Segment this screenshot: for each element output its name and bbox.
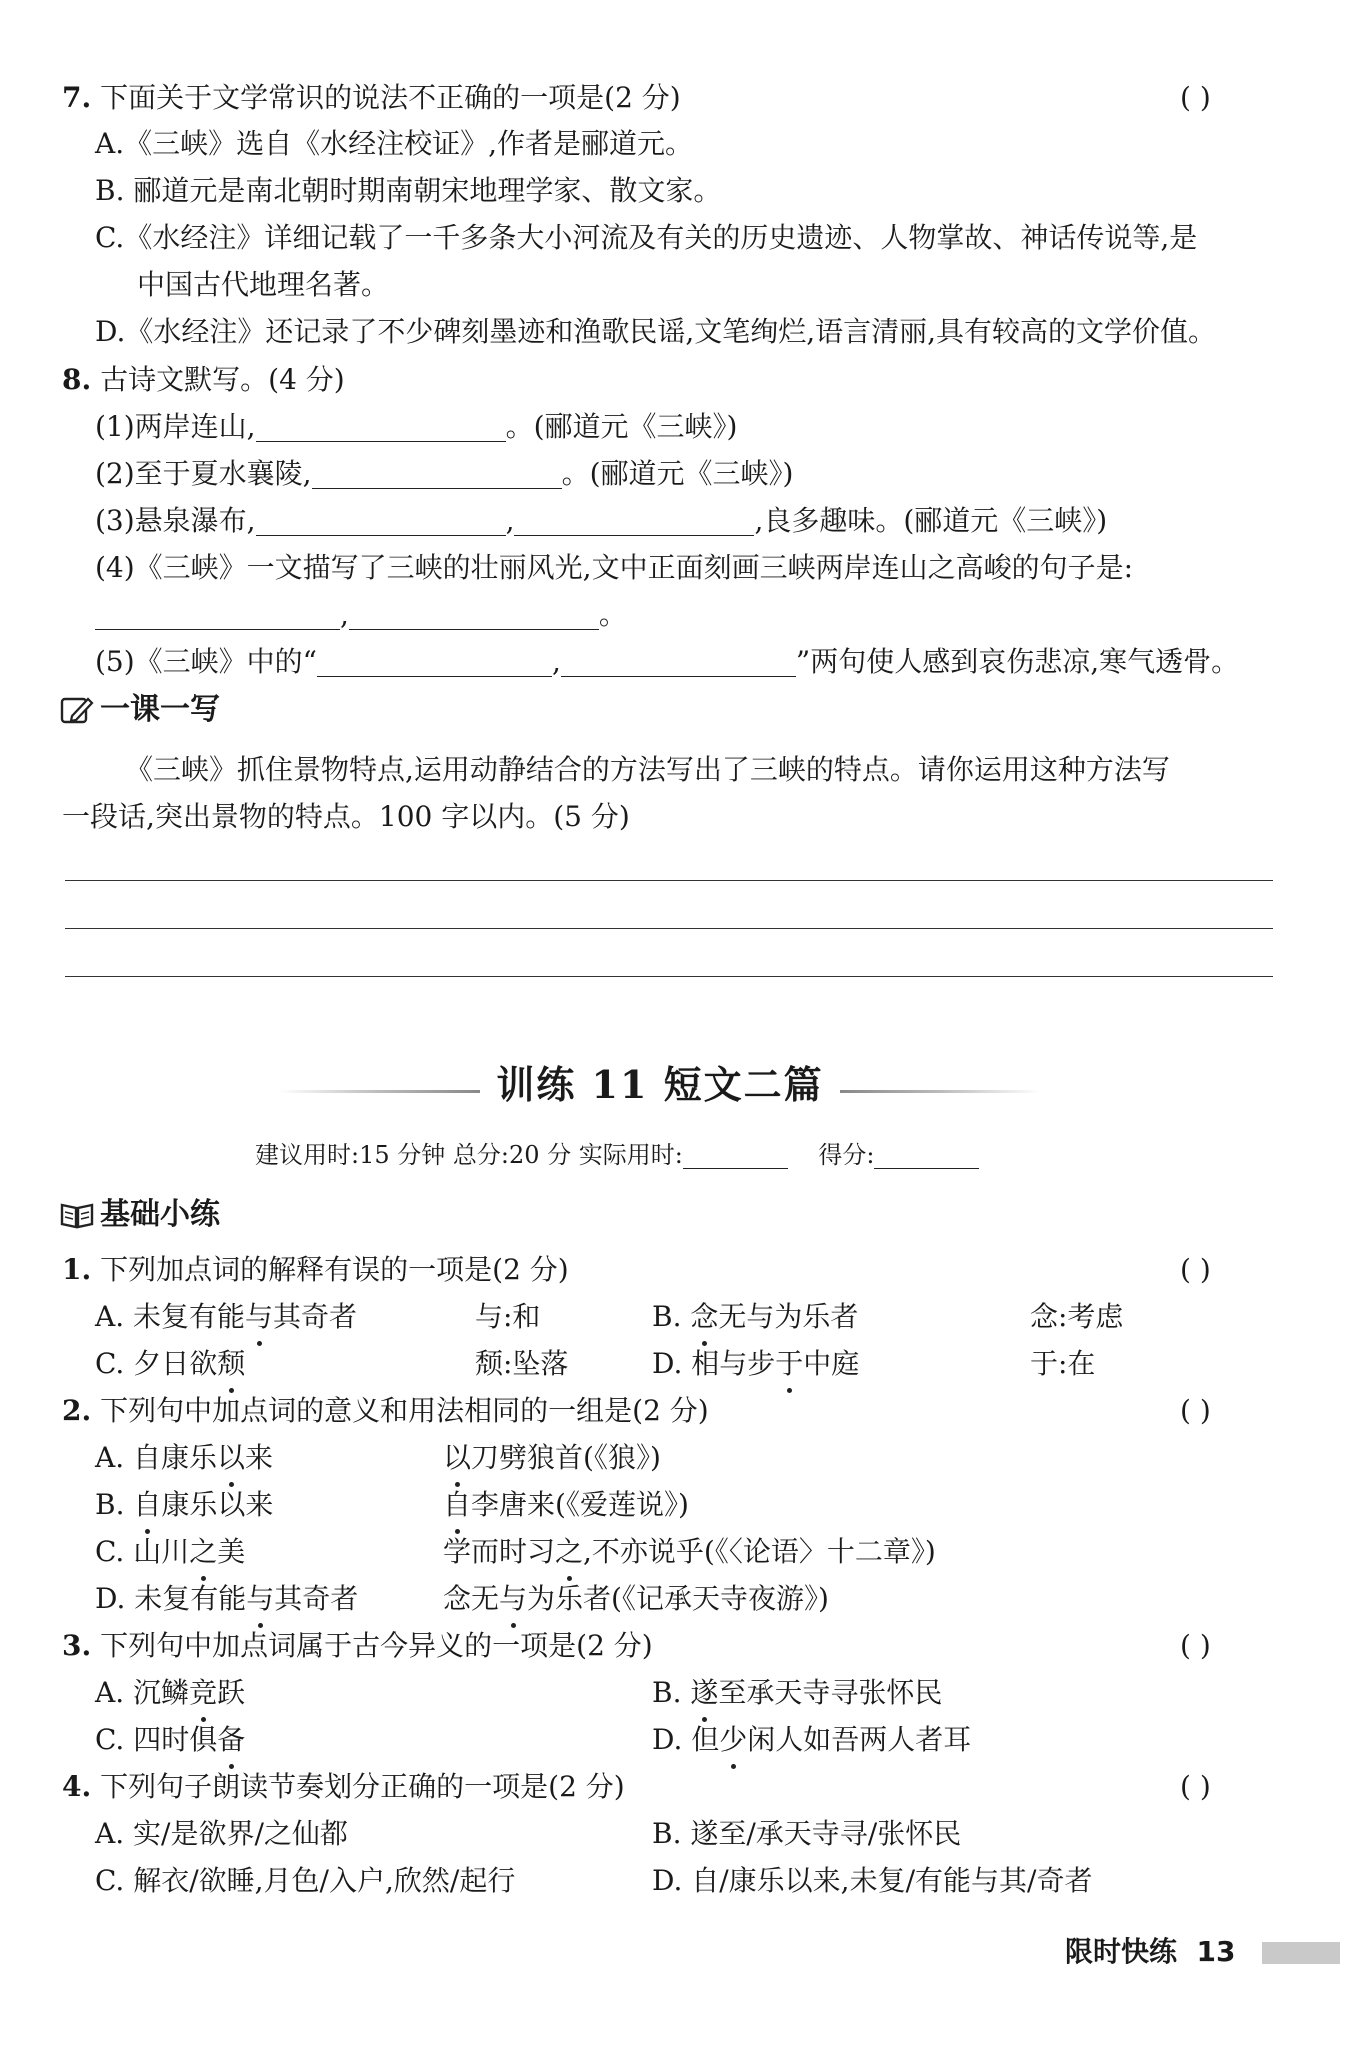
lesson-meta <box>255 1135 979 1175</box>
dotted-word: 少 <box>719 1720 747 1760</box>
b2-option-a-pair <box>443 1438 661 1478</box>
b2-option-c <box>95 1532 245 1572</box>
text-segment: 古诗文默写。(4 分) <box>100 363 345 396</box>
footer-label: 限时快练 <box>1065 1935 1178 1968</box>
b4-option-d: D. 自/康乐以来,未复/有能与其/奇者 <box>652 1864 1093 1897</box>
text-segment: 李唐来(《爱莲说》) <box>471 1488 689 1521</box>
text-segment: , <box>551 645 561 678</box>
text-segment: D. 但 <box>652 1723 720 1756</box>
answer-blank[interactable] <box>256 411 506 442</box>
text-segment: C. 四时俱 <box>95 1723 218 1756</box>
dotted-word: 之 <box>189 1532 217 1572</box>
text-segment: 中庭 <box>803 1347 860 1380</box>
text-segment: 。(郦道元《三峡》) <box>505 410 738 443</box>
text-segment: B. <box>95 1488 134 1521</box>
b2-option-d-pair <box>443 1579 829 1619</box>
b4-answer-paren[interactable]: ( ) <box>1180 1770 1211 1803</box>
text-segment: 下列句中加点词属于古今异义的一项是(2 分) <box>100 1629 653 1662</box>
text-segment: 其奇者 <box>273 1300 358 1333</box>
lesson-title-block <box>270 1050 1050 1110</box>
b2-stem <box>62 1391 709 1431</box>
text-segment: 其奇者 <box>274 1582 359 1615</box>
text-segment: 下列句子朗读节奏划分正确的一项是(2 分) <box>100 1770 625 1803</box>
b2-option-a <box>95 1438 273 1478</box>
q7-option-d: D.《水经注》还记录了不少碑刻墨迹和渔歌民谣,文笔绚烂,语言清丽,具有较高的文学价值。 <box>95 315 1217 348</box>
text-segment: C. 夕日欲 <box>95 1347 218 1380</box>
answer-blank[interactable] <box>514 505 754 536</box>
b2-answer-paren[interactable]: ( ) <box>1180 1394 1211 1427</box>
q8-number: 8. <box>62 363 92 396</box>
b1-option-b <box>652 1297 858 1337</box>
text-segment: ,不亦说乎(《〈论语〉十二章》) <box>583 1535 936 1568</box>
text-segment: 为乐者(《记承天寺夜游》) <box>527 1582 829 1615</box>
q7-stem <box>62 78 681 118</box>
q8-item-2 <box>95 454 793 494</box>
writing-section-heading <box>60 690 220 730</box>
b1-option-a-explanation: 与:和 <box>475 1300 541 1333</box>
text-segment: 。 <box>598 598 627 631</box>
text-segment: ,良多趣味。(郦道元《三峡》) <box>754 504 1108 537</box>
b3-option-c <box>95 1720 245 1760</box>
text-segment: (5)《三峡》中的“ <box>95 645 317 678</box>
text-segment: B. <box>652 1676 691 1709</box>
text-segment: 下列加点词的解释有误的一项是(2 分) <box>100 1253 569 1286</box>
text-segment: 无与为乐者 <box>718 1300 859 1333</box>
text-segment: 美 <box>217 1535 246 1568</box>
dotted-word: 于 <box>775 1344 803 1384</box>
b1-stem <box>62 1250 569 1290</box>
b3-option-a <box>95 1673 245 1713</box>
text-segment: 念无 <box>443 1582 500 1615</box>
page-number: 13 <box>1196 1935 1236 1968</box>
text-segment: D. 相与步 <box>652 1347 776 1380</box>
b4-option-b: B. 遂至/承天寺寻/张怀民 <box>652 1817 962 1850</box>
text-segment: B. <box>652 1300 691 1333</box>
lesson-title: 训练 11 短文二篇 <box>496 1062 824 1107</box>
dotted-word: 以 <box>443 1438 471 1478</box>
text-segment: 建议用时:15 分钟 总分:20 分 实际用时: <box>255 1141 683 1169</box>
b2-option-b-pair <box>443 1485 689 1525</box>
text-segment: 闲人如吾两人者耳 <box>747 1723 972 1756</box>
actual-time-blank[interactable] <box>683 1142 788 1169</box>
answer-blank[interactable] <box>561 646 796 677</box>
b1-option-d-explanation: 于:在 <box>1030 1347 1096 1380</box>
b2-option-b <box>95 1485 273 1525</box>
text-segment: , <box>340 598 349 631</box>
answer-blank[interactable] <box>317 646 552 677</box>
answer-blank[interactable] <box>312 458 562 489</box>
b1-option-d <box>652 1344 859 1384</box>
answer-blank[interactable] <box>349 599 599 630</box>
writing-prompt-line-2: 一段话,突出景物的特点。100 字以内。(5 分) <box>62 800 630 833</box>
b3-answer-paren[interactable]: ( ) <box>1180 1629 1211 1662</box>
b3-number: 3. <box>62 1629 92 1662</box>
text-segment: A. 自康乐 <box>95 1441 218 1474</box>
text-segment: 一课一写 <box>100 692 220 727</box>
page-footer <box>1065 1932 1235 1972</box>
b2-number: 2. <box>62 1394 92 1427</box>
text-segment: 基础小练 <box>100 1197 220 1232</box>
b4-number: 4. <box>62 1770 92 1803</box>
text-segment: 来 <box>245 1441 274 1474</box>
dotted-word: 以 <box>217 1438 245 1478</box>
text-segment: ”两句使人感到哀伤悲凉,寒气透骨。 <box>795 645 1240 678</box>
writing-line[interactable] <box>65 928 1273 929</box>
text-segment: 至承天寺寻张怀民 <box>718 1676 943 1709</box>
dotted-word: 与 <box>499 1579 527 1619</box>
q7-option-a: A.《三峡》选自《水经注校证》,作者是郦道元。 <box>95 127 694 160</box>
dotted-word: 颓 <box>217 1344 245 1384</box>
text-segment: 刀劈狼首(《狼》) <box>471 1441 661 1474</box>
b1-answer-paren[interactable]: ( ) <box>1180 1253 1211 1286</box>
text-segment: C. 山川 <box>95 1535 190 1568</box>
q7-answer-paren[interactable]: ( ) <box>1180 81 1211 114</box>
q8-item-1 <box>95 407 737 447</box>
b3-stem <box>62 1626 653 1666</box>
b1-option-b-explanation: 念:考虑 <box>1030 1300 1124 1333</box>
b1-number: 1. <box>62 1253 92 1286</box>
dotted-word: 遂 <box>690 1673 718 1713</box>
dotted-word: 之 <box>555 1532 583 1572</box>
answer-blank[interactable] <box>256 505 506 536</box>
dotted-word: 备 <box>217 1720 245 1760</box>
text-segment: 得分: <box>818 1141 875 1169</box>
score-blank[interactable] <box>874 1142 979 1169</box>
writing-prompt-line-1: 《三峡》抓住景物特点,运用动静结合的方法写出了三峡的特点。请你运用这种方法写 <box>125 753 1170 786</box>
dotted-word: 自 <box>443 1485 471 1525</box>
text-segment: (1)两岸连山, <box>95 410 256 443</box>
footer-bar <box>1262 1942 1340 1964</box>
text-segment: , <box>505 504 515 537</box>
dotted-word: 与 <box>246 1579 274 1619</box>
b2-option-c-pair <box>443 1532 936 1572</box>
basic-section-heading <box>60 1195 220 1235</box>
dotted-word: 念 <box>690 1297 718 1337</box>
q8-stem <box>62 360 345 400</box>
q7-option-c: C.《水经注》详细记载了一千多条大小河流及有关的历史遗迹、人物掌故、神话传说等,是 <box>95 221 1198 254</box>
b1-option-c <box>95 1344 245 1384</box>
text-segment: 学而时习 <box>443 1535 556 1568</box>
dotted-word: 自 <box>133 1485 161 1525</box>
q8-item-4: (4)《三峡》一文描写了三峡的壮丽风光,文中正面刻画三峡两岸连山之高峻的句子是: <box>95 551 1134 584</box>
dotted-word: 竞 <box>189 1673 217 1713</box>
dotted-word: 与 <box>245 1297 273 1337</box>
text-segment: 下面关于文学常识的说法不正确的一项是(2 分) <box>100 81 681 114</box>
text-segment: 下列句中加点词的意义和用法相同的一组是(2 分) <box>100 1394 709 1427</box>
answer-blank[interactable] <box>95 599 340 630</box>
text-segment: 跃 <box>217 1676 246 1709</box>
q8-item-4-answers <box>95 595 627 635</box>
q8-item-5 <box>95 642 1239 682</box>
q7-number: 7. <box>62 81 92 114</box>
b3-option-b <box>652 1673 942 1713</box>
text-segment: (2)至于夏水襄陵, <box>95 457 312 490</box>
text-segment: (3)悬泉瀑布, <box>95 504 256 537</box>
text-segment: A. 沉鳞 <box>95 1676 190 1709</box>
text-segment: 康乐以来 <box>161 1488 274 1521</box>
b4-option-a: A. 实/是欲界/之仙都 <box>95 1817 348 1850</box>
b1-option-c-explanation: 颓:坠落 <box>475 1347 569 1380</box>
b4-stem <box>62 1767 625 1807</box>
text-segment: A. 未复有能 <box>95 1300 246 1333</box>
b1-option-a <box>95 1297 357 1337</box>
writing-line[interactable] <box>65 976 1273 977</box>
text-segment: D. 未复有能 <box>95 1582 247 1615</box>
b3-option-d <box>652 1720 971 1760</box>
q7-option-c-cont: 中国古代地理名著。 <box>137 268 390 301</box>
pencil-note-icon <box>60 695 94 725</box>
open-book-icon <box>60 1200 94 1230</box>
q8-item-3 <box>95 501 1107 541</box>
writing-line[interactable] <box>65 880 1273 881</box>
b2-option-d <box>95 1579 358 1619</box>
q7-option-b: B. 郦道元是南北朝时期南朝宋地理学家、散文家。 <box>95 174 722 207</box>
text-segment: 。(郦道元《三峡》) <box>561 457 794 490</box>
b4-option-c: C. 解衣/欲睡,月色/入户,欣然/起行 <box>95 1864 516 1897</box>
